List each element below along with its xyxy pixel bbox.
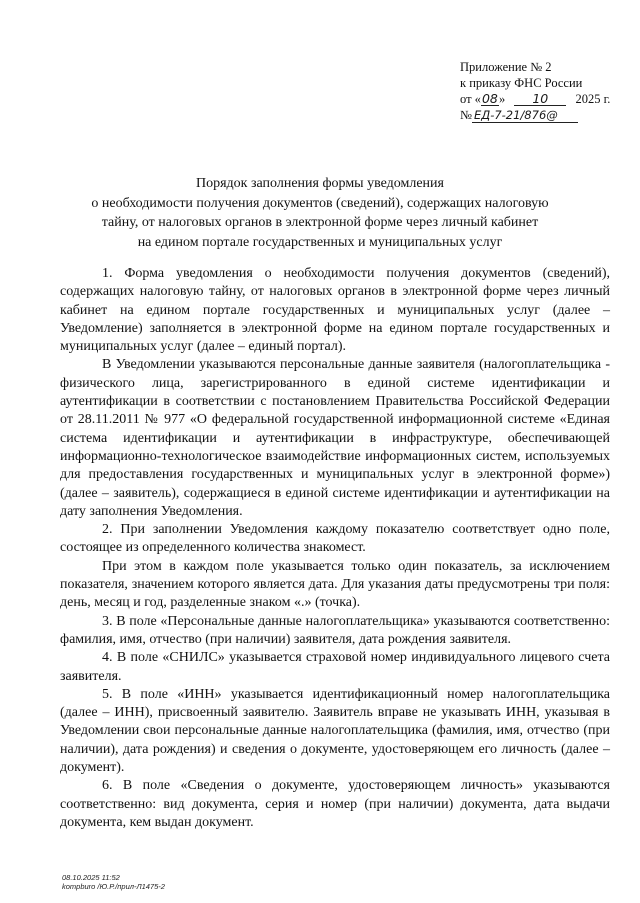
document-body [60, 265, 610, 832]
paragraph-3: 2. При заполнении Уведомления каждому показателю соответствует одно поле, состоящее из определенного количества знакомест. [60, 522, 610, 556]
handwritten-day: 08 [481, 91, 498, 106]
appendix-date [460, 91, 635, 107]
footer-stamp [62, 873, 165, 891]
footer-timestamp: 08.10.2025 11:52 [62, 873, 120, 882]
date-year: 2025 г. [575, 92, 611, 106]
date-prefix: от « [460, 92, 481, 106]
paragraph-1: 1. Форма уведомления о необходимости получения документов (сведений), содержащих налоговую тайну, от налоговых органов в электронной форме через личный кабинет на едином портале государственных и муниципальных услуг (далее – Уведомление) заполняется в электронной форме на едином портале государственных и муниципальных услуг (далее – единый портал). [60, 266, 610, 355]
handwritten-month: 10 [514, 92, 566, 106]
number-prefix: № [460, 108, 472, 122]
appendix-line-1: Приложение № 2 [460, 60, 552, 74]
paragraph-2: В Уведомлении указываются персональные данные заявителя (налогоплательщика - физического лица, зарегистрированного в единой системе идентификации и аутентификации в соответствии с постановлением Правительства Российской Федерации от 28.11.2011 № 977 «О федеральной государственной информационной системе «Единая система идентификации и аутентификации в инфраструктуре, обеспечивающей информационно-технологическое взаимодействие информационных систем, используемых для предоставления государственных и муниципальных услуг в электронной форме») (далее – заявитель), содержащиеся в единой системе идентификации и аутентификации на дату заполнения Уведомления. [60, 357, 610, 519]
paragraph-6: 4. В поле «СНИЛС» указывается страховой номер индивидуального лицевого счета заявителя. [60, 650, 610, 684]
appendix-line-2: к приказу ФНС России [460, 76, 583, 90]
title-line-4: на едином портале государственных и муниципальных услуг [137, 234, 503, 250]
paragraph-5: 3. В поле «Персональные данные налогоплательщика» указываются соответственно: фамилия, имя, отчество (при наличии) заявителя, дата рождения заявителя. [60, 613, 610, 647]
paragraph-4: При этом в каждом поле указывается только один показатель, за исключением показателя, значением которого является дата. Для указания даты предусмотрены три поля: день, месяц и год, разделенные знаком «.» (точка). [60, 558, 610, 611]
title-line-2: о необходимости получения документов (сведений), содержащих налоговую [91, 195, 549, 211]
footer-file-reference: kompburo /Ю.Р./прил-Л1475-2 [62, 882, 165, 891]
handwritten-order-number: ЕД-7-21/876@ [472, 109, 578, 123]
date-mid: » [498, 92, 506, 106]
paragraph-7: 5. В поле «ИНН» указывается идентификационный номер налогоплательщика (далее – ИНН), присвоенный заявителю. Заявитель вправе не указывать ИНН, указывая в Уведомлении свои персональные данные налогоплательщика (фамилия, имя, отчество (при наличии), дата рождения) и сведения о документе, удостоверяющем его личность (далее – документ). [60, 686, 610, 776]
document-title [60, 174, 580, 252]
title-line-3: тайну, от налоговых органов в электронной форме через личный кабинет [101, 215, 539, 230]
appendix-number [460, 107, 635, 123]
title-line-1: Порядок заполнения формы уведомления [196, 176, 444, 191]
paragraph-8: 6. В поле «Сведения о документе, удостоверяющем личность» указываются соответственно: вид документа, серия и номер (при наличии) документа, дата выдачи документа, кем выдан документ. [60, 778, 610, 830]
appendix-block [460, 59, 635, 123]
